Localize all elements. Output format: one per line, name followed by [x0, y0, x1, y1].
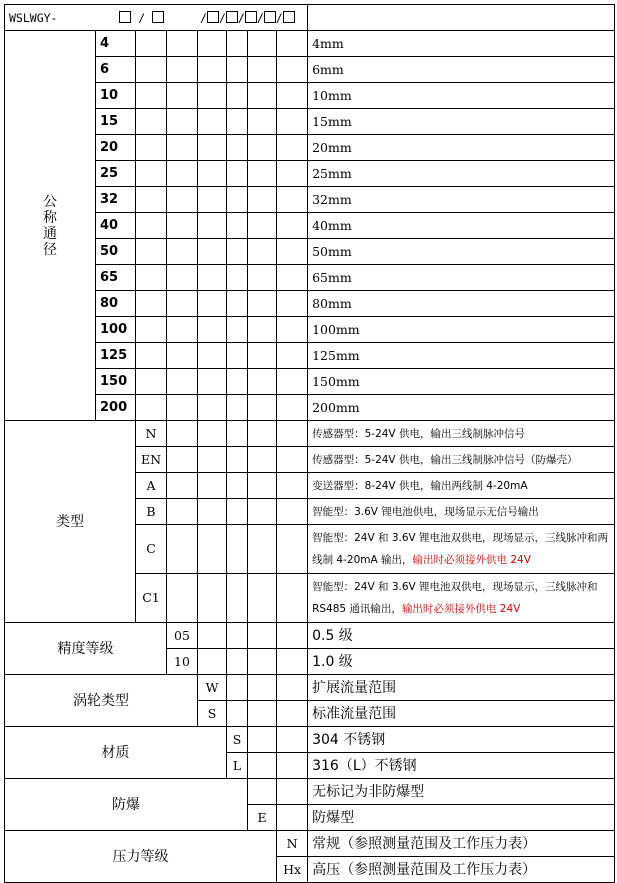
accuracy-label: 精度等级 — [5, 623, 167, 675]
spacer-cell — [227, 395, 248, 421]
spacer-cell — [136, 239, 167, 265]
spacer-cell — [167, 187, 198, 213]
explosion-code: E — [248, 805, 277, 831]
table-body — [5, 5, 615, 883]
spacer-cell — [167, 421, 198, 447]
spacer-cell — [277, 135, 308, 161]
spacer-cell — [227, 83, 248, 109]
spacer-cell — [227, 135, 248, 161]
diameter-desc: 40mm — [308, 213, 615, 239]
pattern-box-6 — [264, 11, 276, 23]
spacer-cell — [198, 395, 227, 421]
diameter-code: 50 — [96, 239, 136, 265]
spacer-cell — [227, 317, 248, 343]
diameter-row — [5, 57, 615, 83]
spacer-cell — [198, 213, 227, 239]
diameter-desc: 200mm — [308, 395, 615, 421]
type-desc — [308, 525, 615, 574]
spacer-cell — [136, 161, 167, 187]
spacer-cell — [277, 83, 308, 109]
explosion-label: 防爆 — [5, 779, 248, 831]
diameter-code: 200 — [96, 395, 136, 421]
diameter-desc: 100mm — [308, 317, 615, 343]
spacer-cell — [227, 473, 248, 499]
spacer-cell — [167, 447, 198, 473]
header-row — [5, 5, 615, 31]
pressure-code: N — [277, 831, 308, 857]
spacer-cell — [277, 701, 308, 727]
spacer-cell — [277, 161, 308, 187]
pattern-slash-3: / — [218, 10, 226, 25]
type-desc-text: 传感器型：5-24V 供电，输出三线制脉冲信号 — [312, 427, 525, 440]
spacer-cell — [136, 369, 167, 395]
type-desc — [308, 421, 615, 447]
diameter-desc: 6mm — [308, 57, 615, 83]
pattern-box-7 — [283, 11, 295, 23]
spacer-cell — [277, 187, 308, 213]
diameter-desc: 125mm — [308, 343, 615, 369]
spacer-cell — [248, 421, 277, 447]
spacer-cell — [248, 83, 277, 109]
diameter-code: 15 — [96, 109, 136, 135]
accuracy-code: 10 — [167, 649, 198, 675]
accuracy-desc: 1.0 级 — [308, 649, 615, 675]
material-code: S — [227, 727, 248, 753]
spacer-cell — [167, 343, 198, 369]
spacer-cell — [227, 421, 248, 447]
pressure-code: Hx — [277, 857, 308, 883]
spacer-cell — [167, 213, 198, 239]
spacer-cell — [248, 447, 277, 473]
diameter-label-char: 通 — [43, 225, 57, 242]
spacer-cell — [277, 395, 308, 421]
spacer-cell — [277, 57, 308, 83]
spacer-cell — [198, 265, 227, 291]
spacer-cell — [248, 265, 277, 291]
spacer-cell — [198, 83, 227, 109]
pressure-row — [5, 831, 615, 857]
turbine-code: S — [198, 701, 227, 727]
spacer-cell — [277, 265, 308, 291]
type-desc-text: 传感器型：5-24V 供电，输出三线制脉冲信号（防爆壳） — [312, 453, 578, 466]
spacer-cell — [198, 187, 227, 213]
spacer-cell — [277, 574, 308, 623]
spacer-cell — [227, 343, 248, 369]
type-code: EN — [136, 447, 167, 473]
diameter-code: 80 — [96, 291, 136, 317]
diameter-code: 10 — [96, 83, 136, 109]
spacer-cell — [136, 57, 167, 83]
pattern-slash-5: / — [256, 10, 264, 25]
spacer-cell — [167, 317, 198, 343]
spacer-cell — [227, 213, 248, 239]
type-label: 类型 — [5, 421, 136, 623]
spacer-cell — [136, 83, 167, 109]
diameter-row — [5, 291, 615, 317]
spacer-cell — [248, 623, 277, 649]
spacer-cell — [136, 317, 167, 343]
spacer-cell — [136, 291, 167, 317]
model-selection-table — [4, 4, 615, 883]
spacer-cell — [227, 447, 248, 473]
diameter-desc: 65mm — [308, 265, 615, 291]
diameter-code: 150 — [96, 369, 136, 395]
diameter-desc: 50mm — [308, 239, 615, 265]
spacer-cell — [277, 447, 308, 473]
explosion-desc: 无标记为非防爆型 — [308, 779, 615, 805]
spacer-cell — [167, 109, 198, 135]
spacer-cell — [198, 161, 227, 187]
spacer-cell — [277, 727, 308, 753]
accuracy-row — [5, 623, 615, 649]
spacer-cell — [248, 574, 277, 623]
type-desc — [308, 499, 615, 525]
spacer-cell — [277, 343, 308, 369]
spacer-cell — [198, 135, 227, 161]
spacer-cell — [277, 499, 308, 525]
diameter-code: 20 — [96, 135, 136, 161]
spacer-cell — [167, 57, 198, 83]
diameter-row — [5, 239, 615, 265]
turbine-label: 涡轮类型 — [5, 675, 198, 727]
diameter-desc: 32mm — [308, 187, 615, 213]
type-desc-warning: 输出时必须接外供电 24V — [412, 554, 531, 566]
accuracy-desc: 0.5 级 — [308, 623, 615, 649]
spacer-cell — [227, 701, 248, 727]
spacer-cell — [227, 499, 248, 525]
spacer-cell — [248, 161, 277, 187]
diameter-label — [5, 31, 96, 421]
explosion-row — [5, 779, 615, 805]
spacer-cell — [167, 574, 198, 623]
pattern-slash-2: / — [200, 10, 207, 25]
diameter-row — [5, 109, 615, 135]
spacer-cell — [198, 649, 227, 675]
diameter-row — [5, 317, 615, 343]
spacer-cell — [227, 369, 248, 395]
pattern-slash-6: / — [275, 10, 283, 25]
spacer-cell — [167, 525, 198, 574]
diameter-row — [5, 135, 615, 161]
type-desc — [308, 574, 615, 623]
spacer-cell — [136, 265, 167, 291]
spacer-cell — [227, 291, 248, 317]
spacer-cell — [136, 31, 167, 57]
spacer-cell — [248, 343, 277, 369]
spacer-cell — [198, 369, 227, 395]
spacer-cell — [198, 57, 227, 83]
spacer-cell — [277, 421, 308, 447]
type-desc-text: 智能型：24V 和 3.6V 锂电池双供电，现场显示，三线脉冲和 RS485 通讯输出， — [312, 581, 598, 615]
diameter-desc: 25mm — [308, 161, 615, 187]
spacer-cell — [227, 623, 248, 649]
turbine-desc: 标准流量范围 — [308, 701, 615, 727]
spacer-cell — [198, 291, 227, 317]
spacer-cell — [167, 161, 198, 187]
diameter-code: 65 — [96, 265, 136, 291]
spacer-cell — [277, 239, 308, 265]
spacer-cell — [248, 473, 277, 499]
spacer-cell — [227, 265, 248, 291]
diameter-code: 4 — [96, 31, 136, 57]
model-pattern — [5, 5, 308, 31]
spacer-cell — [277, 623, 308, 649]
spacer-cell — [167, 135, 198, 161]
type-code: C — [136, 525, 167, 574]
spacer-cell — [227, 239, 248, 265]
spacer-cell — [248, 369, 277, 395]
model-prefix: WSLWGY- — [9, 10, 58, 25]
header-empty-cell — [308, 5, 615, 31]
spacer-cell — [227, 57, 248, 83]
spacer-cell — [277, 649, 308, 675]
spacer-cell — [136, 213, 167, 239]
type-desc-text: 智能型：3.6V 锂电池供电，现场显示无信号输出 — [312, 505, 539, 518]
spacer-cell — [198, 623, 227, 649]
spacer-cell — [167, 395, 198, 421]
spacer-cell — [198, 447, 227, 473]
spacer-cell — [136, 395, 167, 421]
diameter-desc: 10mm — [308, 83, 615, 109]
turbine-row — [5, 675, 615, 701]
pattern-box-2 — [152, 11, 164, 23]
spacer-cell — [248, 525, 277, 574]
spacer-cell — [277, 525, 308, 574]
spacer-cell — [167, 265, 198, 291]
spacer-cell — [167, 473, 198, 499]
spacer-cell — [198, 473, 227, 499]
spacer-cell — [167, 369, 198, 395]
spacer-cell — [248, 675, 277, 701]
type-code: A — [136, 473, 167, 499]
type-desc-warning: 输出时必须接外供电 24V — [401, 603, 521, 615]
spacer-cell — [277, 805, 308, 831]
diameter-code: 125 — [96, 343, 136, 369]
material-label: 材质 — [5, 727, 227, 779]
spacer-cell — [277, 675, 308, 701]
spacer-cell — [248, 57, 277, 83]
diameter-desc: 150mm — [308, 369, 615, 395]
pattern-slash-1: / — [138, 10, 146, 25]
spacer-cell — [277, 109, 308, 135]
pattern-slash-4: / — [237, 10, 245, 25]
diameter-desc: 20mm — [308, 135, 615, 161]
type-code: B — [136, 499, 167, 525]
spacer-cell — [167, 31, 198, 57]
spacer-cell — [227, 31, 248, 57]
spacer-cell — [277, 213, 308, 239]
spacer-cell — [227, 574, 248, 623]
spacer-cell — [167, 83, 198, 109]
diameter-desc: 15mm — [308, 109, 615, 135]
spacer-cell — [277, 31, 308, 57]
material-desc: 316（L）不锈钢 — [308, 753, 615, 779]
spacer-cell — [198, 421, 227, 447]
spacer-cell — [248, 317, 277, 343]
spacer-cell — [198, 499, 227, 525]
diameter-row — [5, 213, 615, 239]
diameter-code: 100 — [96, 317, 136, 343]
spacer-cell — [277, 473, 308, 499]
diameter-code: 6 — [96, 57, 136, 83]
diameter-row — [5, 31, 615, 57]
spacer-cell — [248, 31, 277, 57]
spacer-cell — [277, 753, 308, 779]
spacer-cell — [248, 701, 277, 727]
diameter-code: 25 — [96, 161, 136, 187]
type-code: C1 — [136, 574, 167, 623]
diameter-row — [5, 161, 615, 187]
diameter-code: 40 — [96, 213, 136, 239]
diameter-row — [5, 395, 615, 421]
diameter-label-char: 径 — [43, 241, 57, 258]
spacer-cell — [248, 239, 277, 265]
material-code: L — [227, 753, 248, 779]
spacer-cell — [248, 727, 277, 753]
spacer-cell — [227, 187, 248, 213]
spacer-cell — [277, 369, 308, 395]
diameter-row — [5, 343, 615, 369]
pressure-desc: 高压（参照测量范围及工作压力表） — [308, 857, 615, 883]
pattern-box-4 — [226, 11, 238, 23]
spacer-cell — [248, 135, 277, 161]
spacer-cell — [248, 109, 277, 135]
spacer-cell — [248, 649, 277, 675]
turbine-desc: 扩展流量范围 — [308, 675, 615, 701]
spacer-cell — [227, 675, 248, 701]
pattern-box-1 — [119, 11, 131, 23]
diameter-row — [5, 369, 615, 395]
type-desc — [308, 447, 615, 473]
diameter-row — [5, 187, 615, 213]
spacer-cell — [198, 109, 227, 135]
type-desc-text: 智能型：24V 和 3.6V 锂电池双供电，现场显示，三线脉冲和两线制 4-20mA 输出， — [312, 532, 609, 566]
diameter-desc: 80mm — [308, 291, 615, 317]
spacer-cell — [277, 291, 308, 317]
spacer-cell — [167, 239, 198, 265]
spacer-cell — [198, 574, 227, 623]
spacer-cell — [136, 343, 167, 369]
type-code: N — [136, 421, 167, 447]
spacer-cell — [167, 499, 198, 525]
material-desc: 304 不锈钢 — [308, 727, 615, 753]
spacer-cell — [277, 317, 308, 343]
diameter-label-char: 称 — [43, 209, 57, 226]
explosion-code — [248, 779, 277, 805]
pattern-box-3 — [207, 11, 219, 23]
pattern-box-5 — [245, 11, 257, 23]
explosion-desc: 防爆型 — [308, 805, 615, 831]
spacer-cell — [248, 395, 277, 421]
spacer-cell — [198, 317, 227, 343]
diameter-row — [5, 83, 615, 109]
spacer-cell — [227, 649, 248, 675]
spacer-cell — [136, 135, 167, 161]
spacer-cell — [227, 109, 248, 135]
spacer-cell — [248, 753, 277, 779]
spacer-cell — [248, 291, 277, 317]
spacer-cell — [248, 187, 277, 213]
spacer-cell — [167, 291, 198, 317]
spacer-cell — [248, 499, 277, 525]
diameter-code: 32 — [96, 187, 136, 213]
pressure-desc: 常规（参照测量范围及工作压力表） — [308, 831, 615, 857]
spacer-cell — [136, 187, 167, 213]
spacer-cell — [277, 779, 308, 805]
turbine-code: W — [198, 675, 227, 701]
diameter-row — [5, 265, 615, 291]
accuracy-code: 05 — [167, 623, 198, 649]
diameter-label-char: 公 — [43, 193, 57, 210]
spacer-cell — [198, 239, 227, 265]
type-desc — [308, 473, 615, 499]
type-row — [5, 421, 615, 447]
spacer-cell — [248, 213, 277, 239]
spacer-cell — [198, 31, 227, 57]
pressure-label: 压力等级 — [5, 831, 277, 883]
spacer-cell — [198, 525, 227, 574]
spacer-cell — [136, 109, 167, 135]
spacer-cell — [227, 161, 248, 187]
type-desc-text: 变送器型：8-24V 供电，输出两线制 4-20mA — [312, 479, 528, 492]
spacer-cell — [227, 525, 248, 574]
material-row — [5, 727, 615, 753]
spacer-cell — [198, 343, 227, 369]
diameter-desc: 4mm — [308, 31, 615, 57]
